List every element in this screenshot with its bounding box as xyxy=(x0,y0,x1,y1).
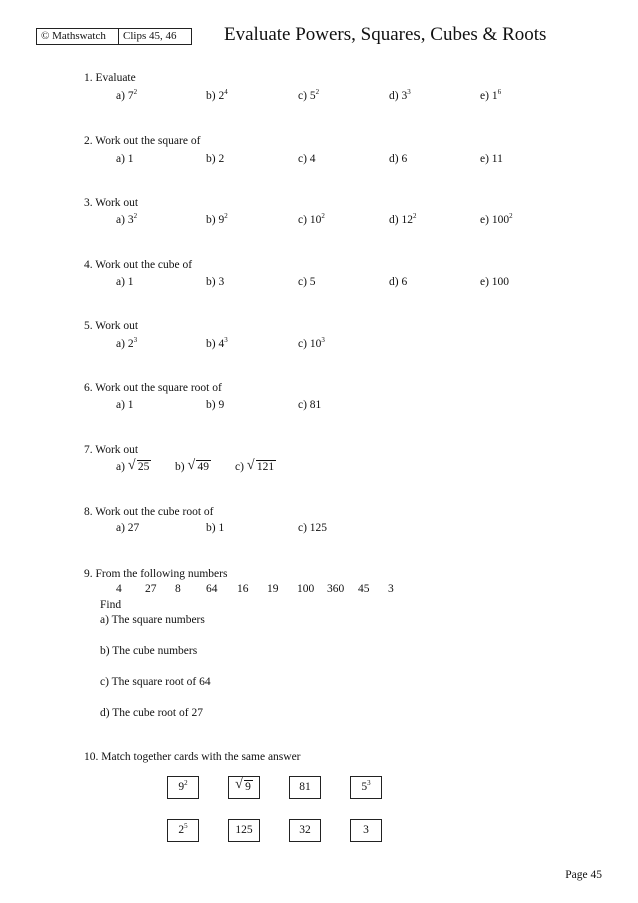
match-card[interactable]: $9^2$ xyxy=(167,776,199,799)
q4-title: 4. Work out the cube of xyxy=(84,259,193,271)
q1-part-c: c) $5^2$ xyxy=(298,88,320,102)
q9-number: 64 xyxy=(206,583,218,595)
q9-subpart-d: d) The cube root of 27 xyxy=(100,707,203,719)
q9-subpart-c: c) The square root of 64 xyxy=(100,676,211,688)
q1-part-e: e) $1^6$ xyxy=(480,88,502,102)
q9-number: 19 xyxy=(267,583,279,595)
q8-title: 8. Work out the cube root of xyxy=(84,506,214,518)
q9-number: 27 xyxy=(145,583,157,595)
q9-number: 3 xyxy=(388,583,394,595)
q1-part-a: a) $7^2$ xyxy=(116,88,138,102)
q7-part-c: c) √ 121 xyxy=(235,458,275,473)
q9-find-label: Find xyxy=(100,599,122,611)
q1-part-d: d) $3^3$ xyxy=(389,88,411,102)
page-title: Evaluate Powers, Squares, Cubes & Roots xyxy=(224,24,547,45)
q4-part-d: d) 6 xyxy=(389,276,408,288)
q7-part-b: b) √ 49 xyxy=(175,458,209,473)
q2-part-c: c) 4 xyxy=(298,153,316,165)
radical-icon: √ xyxy=(235,777,243,792)
q1-part-b: b) $2^4$ xyxy=(206,88,228,102)
q3-part-e: e) $100^2$ xyxy=(480,212,513,226)
q7-part-a: a) √ 25 xyxy=(116,458,150,473)
q2-part-a: a) 1 xyxy=(116,153,134,165)
q6-part-c: c) 81 xyxy=(298,399,322,411)
q2-part-d: d) 6 xyxy=(389,153,408,165)
q3-part-d: d) $12^2$ xyxy=(389,212,417,226)
match-card[interactable]: 81 xyxy=(289,776,321,799)
q9-number: 4 xyxy=(116,583,122,595)
page-number: Page 45 xyxy=(565,869,602,881)
q3-part-b: b) $9^2$ xyxy=(206,212,228,226)
match-card[interactable]: 3 xyxy=(350,819,382,842)
q6-title: 6. Work out the square root of xyxy=(84,382,222,394)
q1-title: 1. Evaluate xyxy=(84,72,136,84)
q4-part-e: e) 100 xyxy=(480,276,510,288)
q9-number: 8 xyxy=(175,583,181,595)
q9-number: 16 xyxy=(237,583,249,595)
match-card[interactable]: $5^3$ xyxy=(350,776,382,799)
radical-icon: √ xyxy=(127,458,136,473)
q9-subpart-b: b) The cube numbers xyxy=(100,645,198,657)
q9-number: 45 xyxy=(358,583,370,595)
match-card[interactable]: 32 xyxy=(289,819,321,842)
q3-title: 3. Work out xyxy=(84,197,139,209)
q9-number: 100 xyxy=(297,583,315,595)
q3-part-a: a) $3^2$ xyxy=(116,212,138,226)
q10-title: 10. Match together cards with the same answer xyxy=(84,751,301,763)
q6-part-b: b) 9 xyxy=(206,399,225,411)
q6-part-a: a) 1 xyxy=(116,399,134,411)
q8-part-c: c) 125 xyxy=(298,522,328,534)
clips-label: Clips 45, 46 xyxy=(119,28,192,45)
q9-number: 360 xyxy=(327,583,345,595)
radical-icon: √ xyxy=(187,458,196,473)
match-card[interactable]: $2^5$ xyxy=(167,819,199,842)
q5-part-a: a) $2^3$ xyxy=(116,336,138,350)
brand-label: © Mathswatch xyxy=(36,28,119,45)
q2-part-b: b) 2 xyxy=(206,153,225,165)
q4-part-c: c) 5 xyxy=(298,276,316,288)
q2-part-e: e) 11 xyxy=(480,153,503,165)
q8-part-a: a) 27 xyxy=(116,522,140,534)
q4-part-a: a) 1 xyxy=(116,276,134,288)
q7-title: 7. Work out xyxy=(84,444,139,456)
match-card[interactable]: √ 9 xyxy=(228,776,260,799)
q8-part-b: b) 1 xyxy=(206,522,225,534)
q5-part-c: c) $10^3$ xyxy=(298,336,325,350)
q9-subpart-a: a) The square numbers xyxy=(100,614,205,626)
q5-part-b: b) $4^3$ xyxy=(206,336,228,350)
q5-title: 5. Work out xyxy=(84,320,139,332)
q4-part-b: b) 3 xyxy=(206,276,225,288)
q9-title: 9. From the following numbers xyxy=(84,568,228,580)
radical-icon: √ xyxy=(246,458,255,473)
q2-title: 2. Work out the square of xyxy=(84,135,201,147)
match-card[interactable]: 125 xyxy=(228,819,260,842)
q3-part-c: c) $10^2$ xyxy=(298,212,325,226)
